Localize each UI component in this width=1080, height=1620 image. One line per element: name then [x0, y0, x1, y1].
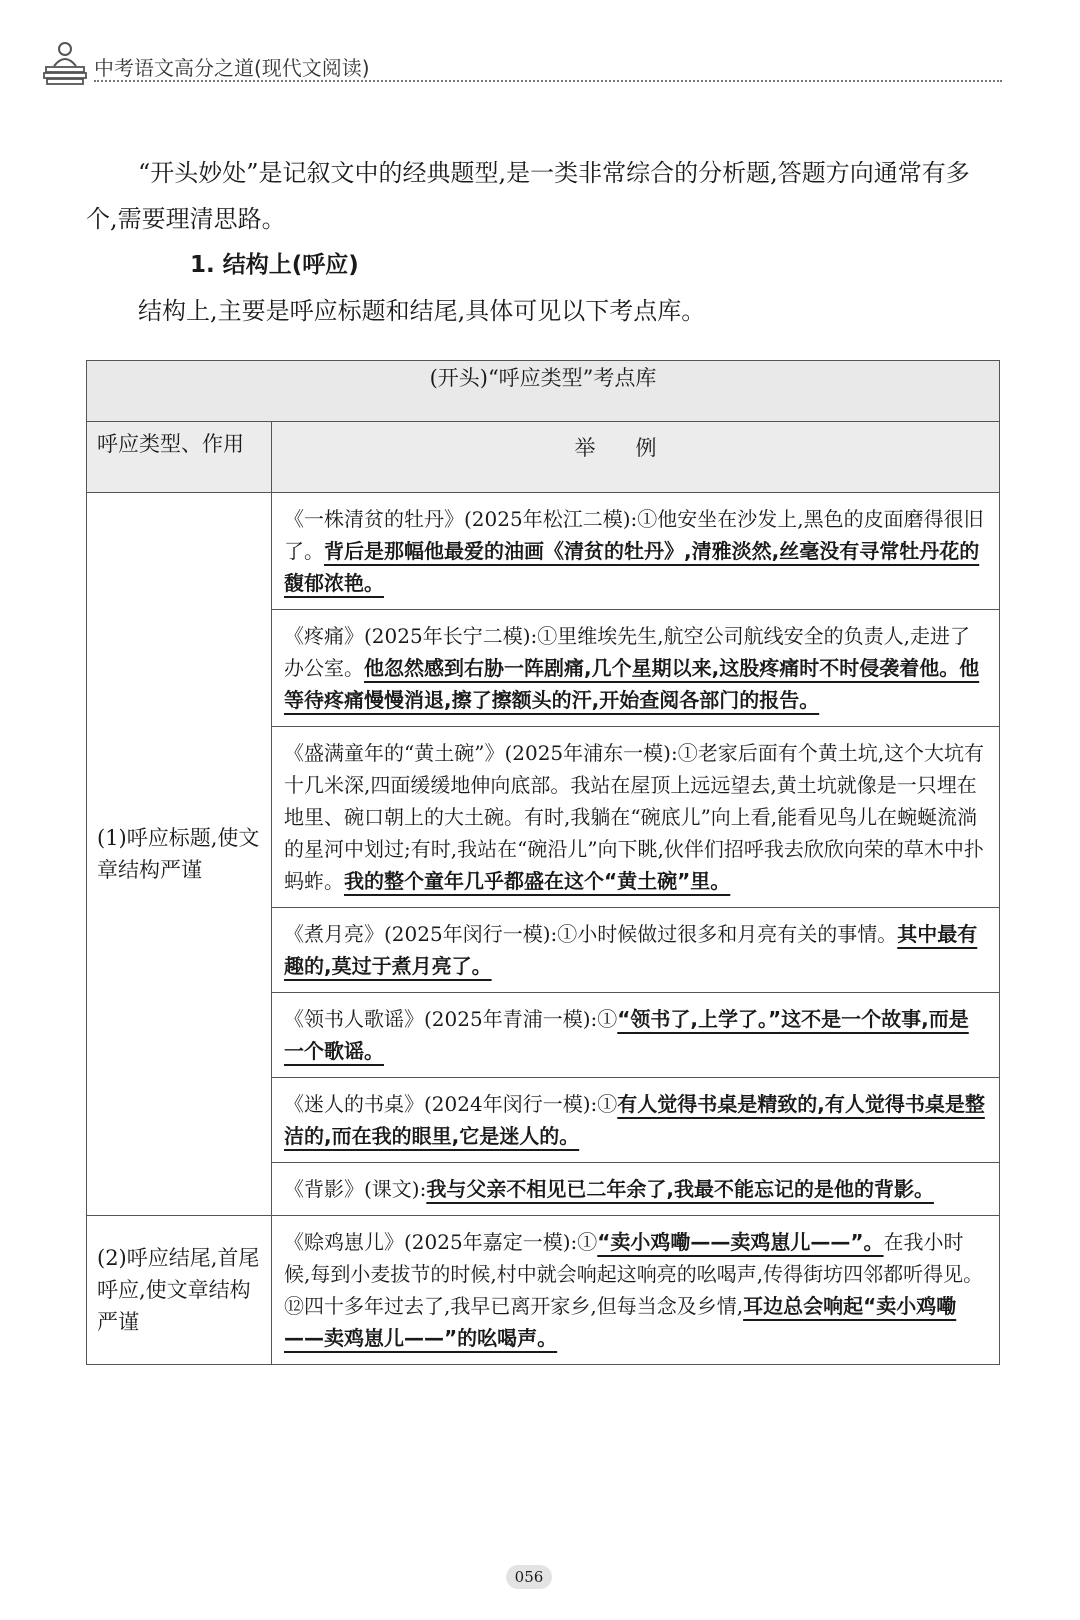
page-header	[42, 40, 1002, 86]
highlighted-sentence: 有人觉得书桌是精致的,有人觉得书桌是整洁的,而在我的眼里,它是迷人的。	[284, 1092, 985, 1148]
page-number: 056	[506, 1565, 552, 1589]
example-cell	[272, 1216, 1000, 1365]
highlighted-sentence: 背后是那幅他最爱的油画《清贫的牡丹》,清雅淡然,丝毫没有寻常牡丹花的馥郁浓艳。	[284, 539, 980, 595]
column-header-example: 举例	[272, 422, 1000, 493]
example-source-text: 《迷人的书桌》(2024年闵行一模):①	[284, 1092, 618, 1116]
table-title-row	[87, 361, 1000, 422]
knowledge-table	[86, 360, 1000, 1365]
example-cell	[272, 610, 1000, 727]
table-header-row	[87, 422, 1000, 493]
book-title: 中考语文高分之道(现代文阅读)	[94, 56, 370, 80]
example-source-text: 《疼痛》(2025年长宁二模):①里维埃先生,航空公司航线安全的负责人,走进了办公室。	[284, 624, 970, 680]
highlighted-sentence: 其中最有趣的,莫过于煮月亮了。	[284, 922, 978, 978]
table-title: (开头)“呼应类型”考点库	[87, 361, 1000, 422]
books-reader-icon	[42, 40, 88, 86]
intro-paragraph: “开头妙处”是记叙文中的经典题型,是一类非常综合的分析题,答题方向通常有多个,需要理清思路。	[86, 159, 970, 233]
example-source-text: 《赊鸡崽儿》(2025年嘉定一模):①	[284, 1230, 598, 1254]
example-cell	[272, 493, 1000, 610]
example-source-text: 《领书人歌谣》(2025年青浦一模):①	[284, 1007, 618, 1031]
section-heading: 1. 结构上(呼应)	[190, 252, 359, 278]
example-cell	[272, 1163, 1000, 1216]
highlighted-sentence: “领书了,上学了。”这不是一个故事,而是一个歌谣。	[284, 1007, 969, 1063]
group-label-ending: (2)呼应结尾,首尾呼应,使文章结构严谨	[87, 1216, 272, 1365]
example-cell	[272, 908, 1000, 993]
example-cell	[272, 1078, 1000, 1163]
table-row	[87, 493, 1000, 610]
intro-section	[86, 150, 986, 334]
example-source-text: 《背影》(课文):	[284, 1177, 427, 1201]
highlighted-sentence: 他忽然感到右胁一阵剧痛,几个星期以来,这股疼痛时不时侵袭着他。他等待疼痛慢慢消退,擦了擦额头的汗,开始查阅各部门的报告。	[284, 656, 980, 712]
example-source-text: 《一株清贫的牡丹》(2025年松江二模):①他安坐在沙发上,黑色的皮面磨得很旧了。	[284, 507, 984, 563]
example-body-text: 在我小时候,每到小麦拔节的时候,村中就会响起这响亮的吆喝声,传得街坊四邻都听得见。⑫四十多年过去了,我早已离开家乡,但每当念及乡情,	[284, 1230, 984, 1318]
group-label-title: (1)呼应标题,使文章结构严谨	[87, 493, 272, 1216]
table-row	[87, 1216, 1000, 1365]
header-divider	[94, 80, 1002, 82]
example-cell	[272, 993, 1000, 1078]
highlighted-sentence: “卖小鸡嘞——卖鸡崽儿——”。	[597, 1230, 884, 1254]
highlighted-sentence: 我与父亲不相见已二年余了,我最不能忘记的是他的背影。	[426, 1177, 934, 1201]
intro-paragraph-2: 结构上,主要是呼应标题和结尾,具体可见以下考点库。	[138, 297, 706, 325]
example-source-text: 《盛满童年的“黄土碗”》(2025年浦东一模):①老家后面有个黄土坑,这个大坑有十几米深,四面缓缓地伸向底部。我站在屋顶上远远望去,黄土坑就像是一只埋在地里、碗口朝上的大土碗。有时,我躺在“碗底儿”向上看,能看见鸟儿在蜿蜒流淌的星河中划过;有时,我站在“碗沿儿”向下眺,伙伴们招呼我去欣欣向荣的草木中扑蚂蚱。	[284, 741, 985, 893]
highlighted-sentence-end: 耳边总会响起“卖小鸡嘞——卖鸡崽儿——”的吆喝声。	[284, 1294, 957, 1350]
highlighted-sentence: 我的整个童年几乎都盛在这个“黄土碗”里。	[344, 869, 731, 893]
example-source-text: 《煮月亮》(2025年闵行一模):①小时候做过很多和月亮有关的事情。	[284, 922, 898, 946]
column-header-type: 呼应类型、作用	[87, 422, 272, 493]
example-cell	[272, 727, 1000, 908]
